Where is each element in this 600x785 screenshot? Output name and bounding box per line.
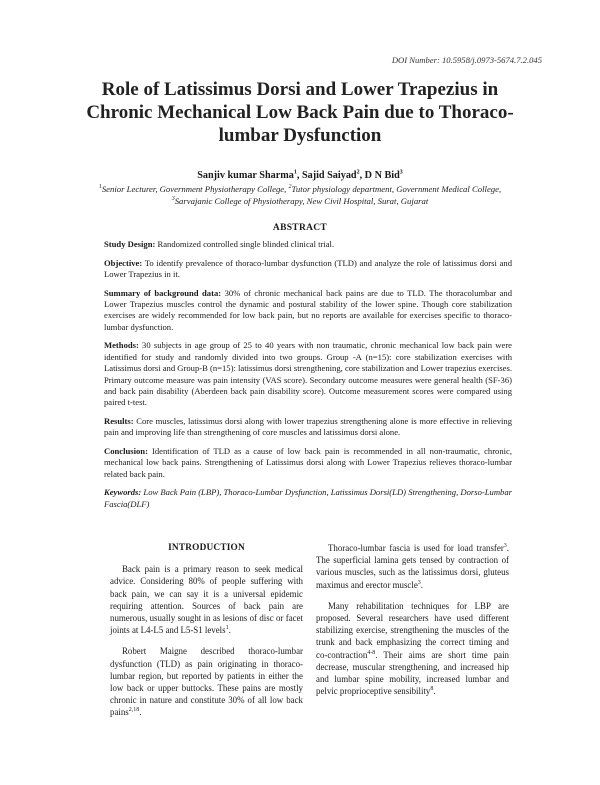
section-label: Summary of background data: <box>104 287 222 298</box>
paragraph-text: Robert Maigne described thoraco-lumbar dysfunction (TLD) as pain originating in thoraco-lumbar region, but reported by patients in either the low back or upper buttocks. These pains are mostly chronic in nature and constitute 30% of all low back pains <box>110 646 303 718</box>
section-label: Conclusion: <box>104 446 148 457</box>
author-name: Sanjiv kumar Sharma <box>197 170 294 181</box>
author-name: Sajid Saiyad <box>301 170 357 181</box>
section-label: Study Design: <box>104 239 156 249</box>
section-label: Results: <box>104 416 134 427</box>
left-column <box>110 542 303 728</box>
section-text: 30 subjects in age group of 25 to 40 years with non traumatic, chronic mechanical low back pain were identified for study and randomly divided into two groups. Group -A (n=15): core stabilization exercises with Latissimus dorsi and Group-B (n=15): latissimus dorsi strengthening, core stabilization and Lower trapezius exercises. Primary outcome measure was pain intensity (VAS score). Secondary outcome measures were general health (SF-36) and back pain disability (Aberdeen back pain disability score). Outcome measurement scores were compared using paired t-test. <box>104 340 512 408</box>
author-separator: , <box>296 170 302 181</box>
author-name: D N Bid <box>364 170 400 181</box>
citation: 2,18 <box>128 707 140 714</box>
abstract-methods <box>104 340 512 408</box>
section-text: Identification of TLD as a cause of low back pain is recommended in all non-traumatic, chronic, mechanical low back pains. Strengthening of Latissimus dorsi along with Lower Trapezius relieves thoraco-lumbar related back pain. <box>104 446 512 479</box>
intro-paragraph <box>316 600 509 698</box>
abstract-study-design <box>104 239 512 250</box>
citation: 4-8 <box>367 649 376 656</box>
paragraph-text: . <box>420 579 423 590</box>
affiliation-text: Sarvajanic College of Physiotherapy, New Civil Hospital, Surat, Gujarat <box>174 196 429 206</box>
affil-mark: 1 <box>98 184 102 191</box>
author-affil-mark: 3 <box>399 169 403 176</box>
section-text: 30% of chronic mechanical back pains are due to TLD. The thoracolumbar and Lower Trapezius muscles control the dynamic and postural stability of the lower spine. Though core stabilization exercises are widely recommended for low back pain, but no reports are available for exercises specific to thoraco-lumbar dysfunction. <box>104 287 512 332</box>
intro-paragraph <box>110 563 303 636</box>
author-affil-mark: 1 <box>293 169 297 176</box>
citation: 1 <box>225 625 229 632</box>
intro-paragraph <box>316 542 509 591</box>
author-list <box>60 170 540 181</box>
section-text: Low Back Pain (LBP), Thoraco-Lumbar Dysfunction, Latissimus Dorsi(LD) Strengthening, Dorso-Lumbar Fascia(DLF) <box>104 487 512 509</box>
abstract-results <box>104 416 512 439</box>
affiliations <box>40 183 560 207</box>
abstract-objective <box>104 258 512 281</box>
abstract-body <box>104 239 512 517</box>
citation: 3 <box>417 579 421 586</box>
author-separator: , <box>359 170 365 181</box>
citation: 3 <box>503 543 507 550</box>
paragraph-text: Thoraco-lumbar fascia is used for load transfer <box>328 543 504 553</box>
paragraph-text: Many rehabilitation techniques for LBP are proposed. Several researchers have used different stabilizing exercise, strengthening the muscles of the trunk and back emphasizing the correct timing and co-contraction <box>316 600 509 660</box>
abstract-keywords <box>104 487 512 510</box>
doi-number: DOI Number: 10.5958/j.0973-5674.7.2.045 <box>391 55 542 65</box>
affiliation-text: Senior Lecturer, Government Physiotherapy College, <box>101 184 289 194</box>
affiliation-text: Tutor physiology department, Government Medical College, <box>291 184 502 194</box>
abstract-heading: ABSTRACT <box>272 223 328 233</box>
paragraph-text: . <box>433 686 436 697</box>
abstract-conclusion <box>104 446 512 480</box>
section-label: Objective: <box>104 257 143 268</box>
affil-mark: 2 <box>288 184 292 191</box>
citation: 8 <box>430 686 434 693</box>
paragraph-text: . <box>228 625 231 636</box>
section-text: Core muscles, latissimus dorsi along with lower trapezius strengthening alone is more effective in relieving pain and improving life than strengthening of core muscles and latissimus dorsi alone. <box>104 416 512 438</box>
section-text: Randomized controlled single blinded clinical trial. <box>155 239 335 249</box>
paragraph-text: Back pain is a primary reason to seek medical advice. Considering 80% of people suffering with back pain, we can say it is a universal epidemic requiring attention. Sources of back pain are numerous, usually sought in as lesions of disc or facet joints at L4-L5 and L5-S1 levels <box>110 564 303 636</box>
paragraph-text: . <box>139 707 142 718</box>
paragraph-text: . Their aims are short time pain decrease, muscular strengthening, and increased hip and lumbar spine mobility, increased lumbar and pelvic proprioceptive sensibility <box>316 649 509 697</box>
right-column <box>316 542 509 706</box>
intro-paragraph <box>110 645 303 718</box>
paragraph-text: . The superficial lamina gets tensed by contraction of various muscles, such as the latissimus dorsi, gluteus maximus and erector muscle <box>316 543 509 590</box>
introduction-heading: INTRODUCTION <box>168 543 245 553</box>
section-text: To identify prevalence of thoraco-lumbar dysfunction (TLD) and analyze the role of latissimus dorsi and Lower Trapezius in it. <box>104 257 512 279</box>
abstract-summary <box>104 288 512 334</box>
affil-mark: 3 <box>171 196 175 203</box>
author-affil-mark: 2 <box>356 169 360 176</box>
section-label: Methods: <box>104 340 139 351</box>
section-label: Keywords: <box>104 487 142 498</box>
paper-title: Role of Latissimus Dorsi and Lower Trapezius in Chronic Mechanical Low Back Pain due to Thoraco-lumbar Dysfunction <box>86 79 514 146</box>
